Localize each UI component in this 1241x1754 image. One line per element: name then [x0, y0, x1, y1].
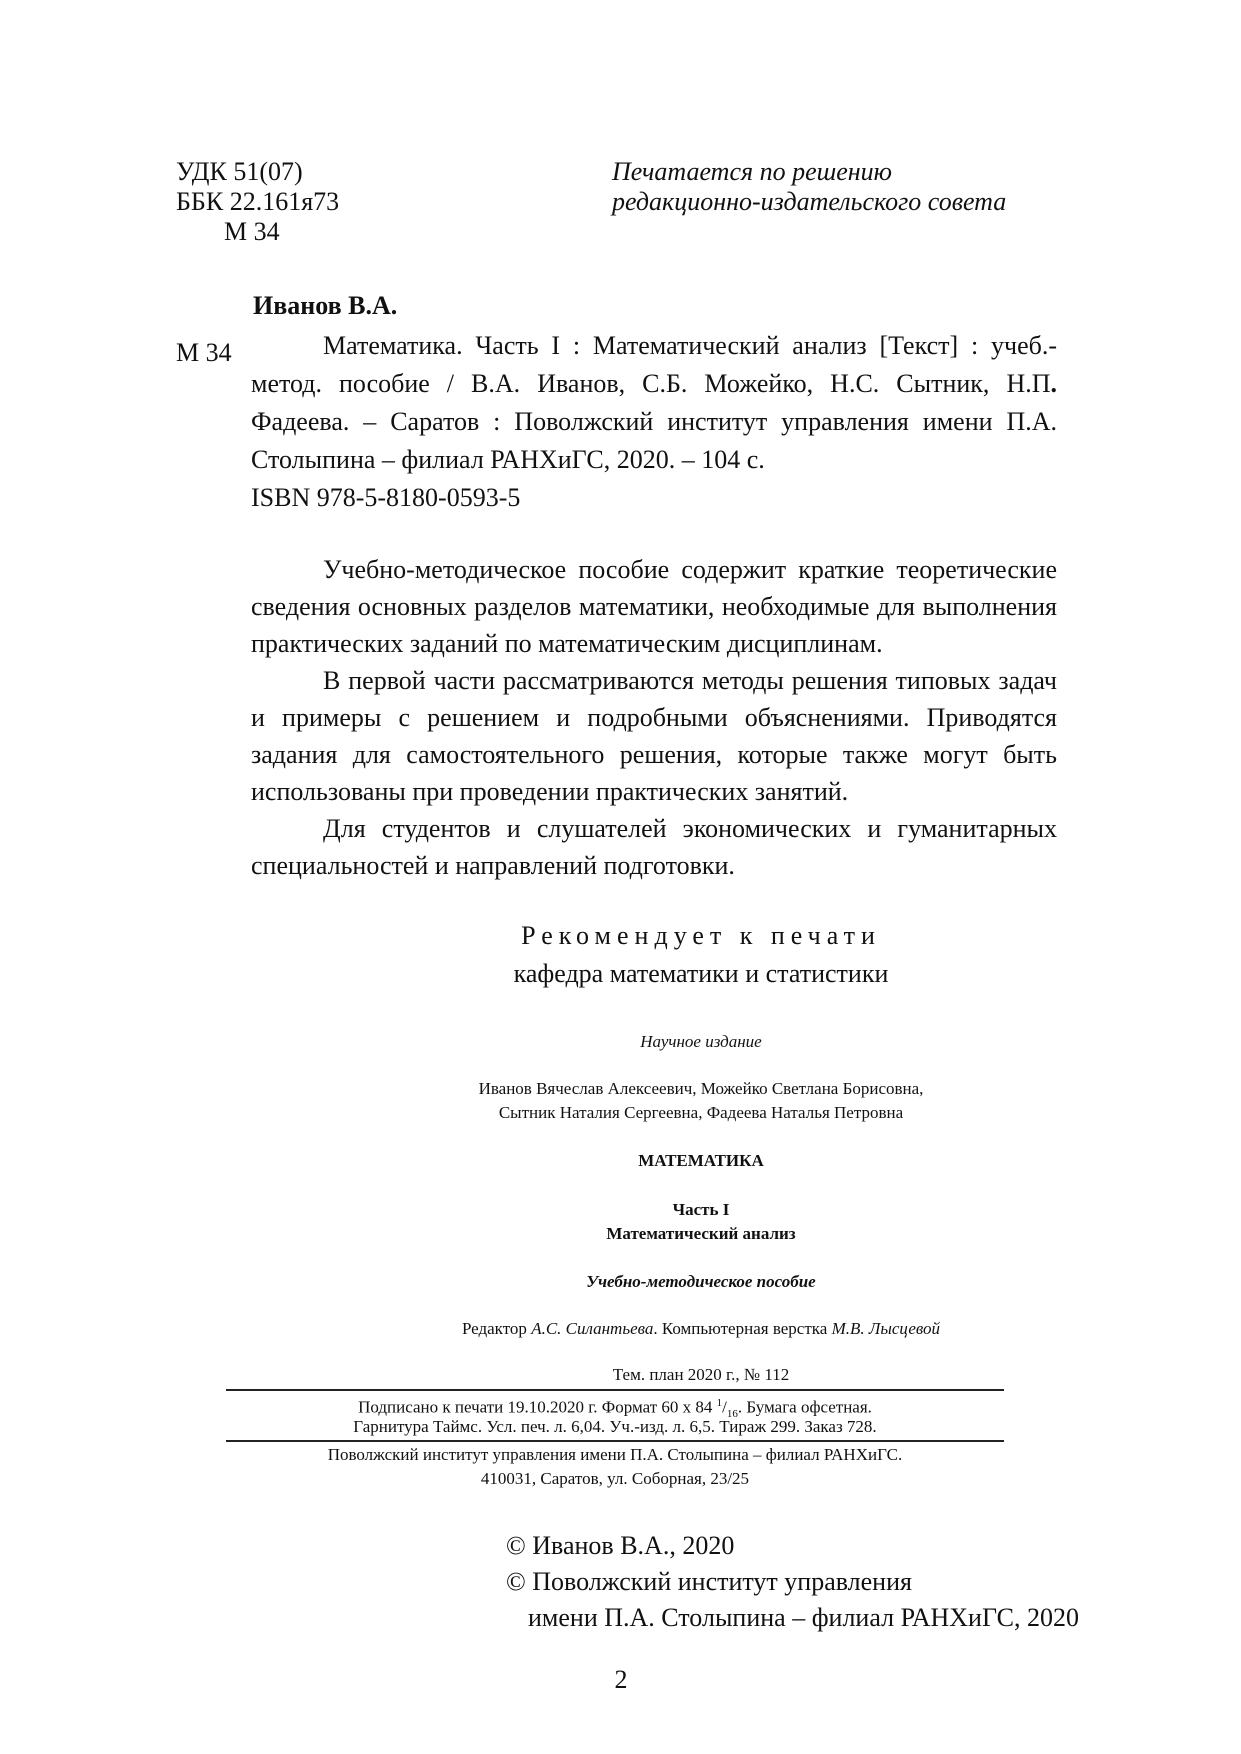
- entry-part1: Математика. Часть I : Математический анализ [Текст] : учеб.-метод. пособие / В.А. Иванов, С.Б. Можейко, Н.С. Сытник, Н.П: [251, 331, 1057, 398]
- entry-part2: Фадеева. – Саратов : Поволжский институт управления имени П.А. Столыпина – филиал РАНХиГС, 2020. – 104 с.: [251, 407, 1057, 474]
- side-author-mark: М 34: [176, 338, 232, 367]
- book-part: Часть I: [672, 1200, 730, 1219]
- publisher-line2: 410031, Саратов, ул. Соборная, 23/25: [480, 1469, 750, 1488]
- format-numerator: 1: [716, 1397, 723, 1409]
- isbn: ISBN 978-5-8180-0593-5: [251, 483, 521, 512]
- annotation-p2: В первой части рассматриваются методы решения типовых задач и примеры с решением и подробными объяснениями. Приводятся задания для самостоятельного решения, которые также могут быть использованы при проведении практических занятий.: [251, 666, 1057, 806]
- bbk-code: ББК 22.161я73: [176, 187, 340, 216]
- layout-name: М.В. Лысцевой: [831, 1319, 941, 1338]
- publisher-line1: Поволжский институт управления имени П.А. Столыпина – филиал РАНХиГС.: [327, 1445, 903, 1464]
- publishing-plan: Тем. план 2020 г., № 112: [612, 1365, 790, 1384]
- divider-bottom: [226, 1440, 1004, 1442]
- author-heading: Иванов В.А.: [253, 291, 398, 320]
- edition-type: Научное издание: [640, 1032, 762, 1051]
- copyright-institute-line2: имени П.А. Столыпина – филиал РАНХиГС, 2020: [528, 1603, 1079, 1632]
- copyright-author: © Иванов В.А., 2020: [506, 1531, 735, 1560]
- publish-note-line1: Печатается по решению: [612, 157, 893, 186]
- annotation-p3: Для студентов и слушателей экономических и гуманитарных специальностей и направлений подготовки.: [251, 814, 1057, 880]
- print-line1-a: Подписано к печати 19.10.2020 г. Формат 60 х 84: [358, 1397, 717, 1417]
- book-title: МАТЕМАТИКА: [638, 1151, 764, 1170]
- annotation: [251, 551, 1057, 884]
- bibliographic-entry: [251, 327, 1057, 479]
- recommendation-line2: кафедра математики и статистики: [513, 959, 889, 988]
- recommendation-line1: Рекомендует к печати: [521, 921, 881, 950]
- page-number: 2: [614, 1665, 628, 1694]
- entry-bold-dot: .: [1050, 369, 1057, 398]
- publish-note-line2: редакционно-издательского совета: [612, 187, 1007, 216]
- book-subtitle: Математический анализ: [606, 1224, 796, 1243]
- editor-name: А.С. Силантьева: [531, 1319, 654, 1338]
- author-mark: М 34: [224, 217, 280, 246]
- editor-label: Редактор: [461, 1319, 532, 1338]
- print-line2: Гарнитура Таймс. Усл. печ. л. 6,04. Уч.-изд. л. 6,5. Тираж 299. Заказ 728.: [353, 1417, 877, 1436]
- layout-label: . Компьютерная верстка: [653, 1319, 832, 1338]
- udk-code: УДК 51(07): [176, 157, 303, 186]
- print-line1-b: . Бумага офсетная.: [737, 1397, 872, 1417]
- copyright-institute-line1: © Поволжский институт управления: [506, 1567, 912, 1596]
- editor-line: [301, 1317, 1101, 1341]
- print-line1: Подписано к печати 19.10.2020 г. Формат 60 х 84 $^1/_{16}$. Бумага офсетная.: [358, 1397, 872, 1421]
- format-denominator: 16: [726, 1408, 738, 1421]
- authors-line2: Сытник Наталия Сергеевна, Фадеева Наталья Петровна: [498, 1103, 904, 1122]
- annotation-p1: Учебно-методическое пособие содержит краткие теоретические сведения основных разделов математики, необходимые для выполнения практических заданий по математическим дисциплинам.: [251, 555, 1057, 658]
- authors-line1: Иванов Вячеслав Алексеевич, Можейко Светлана Борисовна,: [478, 1079, 924, 1098]
- book-genre: Учебно-методическое пособие: [586, 1272, 816, 1291]
